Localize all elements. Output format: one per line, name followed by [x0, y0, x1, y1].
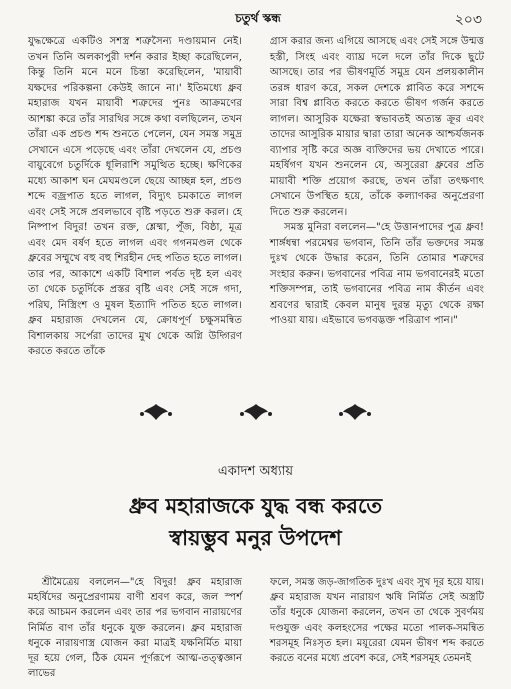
bottom-text-columns — [28, 575, 486, 685]
chapter-label: একাদশ অধ্যায় — [217, 464, 294, 479]
chapter-title-line-2: স্বায়ম্ভুব মনুর উপদেশ — [169, 525, 342, 550]
ornament-divider — [0, 402, 511, 426]
ornament-icon — [239, 402, 273, 422]
ornament-icon — [338, 402, 372, 422]
page-header — [34, 6, 482, 28]
right-paragraph-2: সমস্ত মুনিরা বললেন—"হে উত্তানপাদের পুত্র ধ্রুব! শার্ঙ্গধন্বা পরমেশ্বর ভগবান, তিনি তাঁর ভক্তদের সমস্ত দুঃখ থেকে উদ্ধার করেন, তিনি তোমার শত্রুদের সংহার করুন। ভগবানের পবিত্র নাম ভগবানেরই মতো শক্তিসম্পন্ন, তাই ভগবানের পবিত্র নাম কীর্তন এবং শ্রবণের দ্বারাই কেবল মানুষ দুরন্ত মৃত্যু থেকে রক্ষা পাওয়া যায়। এইভাবে ভগবদ্ভক্ত পরিত্রাণ পান।" — [270, 222, 484, 326]
bottom-right-paragraph: ফলে, সমস্ত জড়-জাগতিক দুঃখ এবং সুখ দূর হয়ে যায়। ধ্রুব মহারাজ যখন নারায়ণ ঋষি নির্মিত সেই অস্ত্রটি তাঁর ধনুকে যোজনা করলেন, তখন তা থেকে সুবর্ণময় দণ্ডযুক্ত এবং কলহংসের পক্ষের মতো পালক-সমন্বিত শরসমূহ নিঃসৃত হল। ময়ূরেরা যেমন ভীষণ শব্দ করতে করতে বনের মধ্যে প্রবেশ করে, সেই শরসমূহ তেমনই — [270, 577, 484, 665]
bottom-right-column — [270, 575, 484, 666]
left-column — [28, 34, 242, 360]
running-title: চতুর্থ স্কন্ধ — [235, 11, 281, 25]
left-paragraph: যুদ্ধক্ষেত্রে একটিও সশস্ত্র শত্রুসৈন্য দণ্ডায়মান নেই। তখন তিনি অলকাপুরী দর্শন করার ইচ্ছা করেছিলেন, কিন্তু তিনি মনে মনে চিন্তা করেছিলেন, 'মায়াবী যক্ষদের পরিকল্পনা কেউই জানে না।' ইতিমধ্যে ধ্রুব মহারাজ যখন মায়াবী শত্রুদের পুনঃ আক্রমণের আশঙ্কা করে তাঁর সারথির সঙ্গে কথা বলছিলেন, তখন তাঁরা এক প্রচণ্ড শব্দ শুনতে পেলেন, যেন সমস্ত সমুদ্র সেখানে এসে পড়েছে এবং তাঁরা দেখলেন যে, প্রচণ্ড বায়ুবেগে চতুর্দিকে ধূলিরাশি সমুত্থিত হচ্ছে। ক্ষণিকের মধ্যে আকাশ ঘন মেঘমণ্ডলে ছেয়ে আচ্ছন্ন হল, প্রচণ্ড শব্দে বজ্রপাত হতে লাগল, বিদ্যুৎ চমকাতে লাগল এবং সেই সঙ্গে প্রবলভাবে বৃষ্টি পড়তে শুরু করল। হে নিষ্পাপ বিদুর! তখন রক্ত, শ্লেষ্মা, পূঁজ, বিষ্ঠা, মূত্র এবং মেদ বর্ষণ হতে লাগল এবং গগনমণ্ডল থেকে ধ্রুবের সম্মুখে বহু বহু শিরহীন দেহ পতিত হতে লাগল। তার পর, আকাশে একটি বিশাল পর্বত দৃষ্ট হল এবং তা থেকে চতুর্দিকে প্রস্তর বৃষ্টি এবং সেই সঙ্গে গদা, পরিঘ, নিস্ত্রিংশ ও মুষল ইত্যাদি পতিত হতে লাগল। ধ্রুব মহারাজ দেখলেন যে, ক্রোধপূর্ণ চক্ষুসমন্বিত বিশালকায় সর্পেরা তাদের মুখ থেকে অগ্নি উদ্গিরণ করতে করতে তাঁকে — [28, 36, 242, 357]
bottom-left-paragraph: শ্রীমৈত্রেয় বললেন—"হে বিদুর! ধ্রুব মহারাজ মহর্ষিদের অনুপ্রেরণাময় বাণী শ্রবণ করে, জল স্পর্শ করে আচমন করলেন এবং তার পর ভগবান নারায়ণের নির্মিত বাণ তাঁর ধনুকে যুক্ত করলেন। ধ্রুব মহারাজ ধনুকে নারায়ণাস্ত্র যোজন করা মাত্রই যক্ষনির্মিত মায়া দূর হয়ে গেল, ঠিক যেমন পূর্ণরূপে আত্ম-তত্ত্বজ্ঞান লাভের — [28, 577, 242, 680]
bottom-left-column — [28, 575, 242, 681]
right-paragraph-1: গ্রাস করার জন্য এগিয়ে আসছে এবং সেই সঙ্গে উন্মত্ত হস্তী, সিংহ এবং ব্যাঘ্র দলে দলে তাঁর দিকে ছুটে আসছে। তার পর ভীষণমূর্তি সমুদ্র যেন প্রলয়কালীন তরঙ্গ ধারণ করে, সকল দেশকে প্লাবিত করে সশব্দে সারা বিশ্ব প্লাবিত করতে করতে ভীষণ গর্জন করতে লাগল। আসুরিক যক্ষেরা স্বভাবতই অত্যন্ত ক্রূর এবং তাদের আসুরিক মায়ার দ্বারা তারা অনেক আশ্চর্যজনক ব্যাপার সৃষ্টি করে অজ্ঞ ব্যক্তিদের ভয় দেখাতে পারে। মহর্ষিগণ যখন শুনলেন যে, অসুরেরা ধ্রুবের প্রতি মায়াবী শক্তি প্রয়োগ করছে, তখন তাঁরা তৎক্ষণাৎ সেখানে উপস্থিত হয়ে, তাঁকে কল্যাণকর অনুপ্রেরণা দিতে শুরু করলেন। — [270, 36, 484, 218]
page-number: ২০৩ — [454, 12, 482, 28]
chapter-title-line-1: ধ্রুব মহারাজকে যুদ্ধ বন্ধ করতে — [128, 493, 383, 518]
chapter-title — [0, 490, 511, 554]
right-column — [270, 34, 484, 329]
ornament-icon — [139, 402, 173, 422]
top-text-columns — [28, 34, 486, 374]
